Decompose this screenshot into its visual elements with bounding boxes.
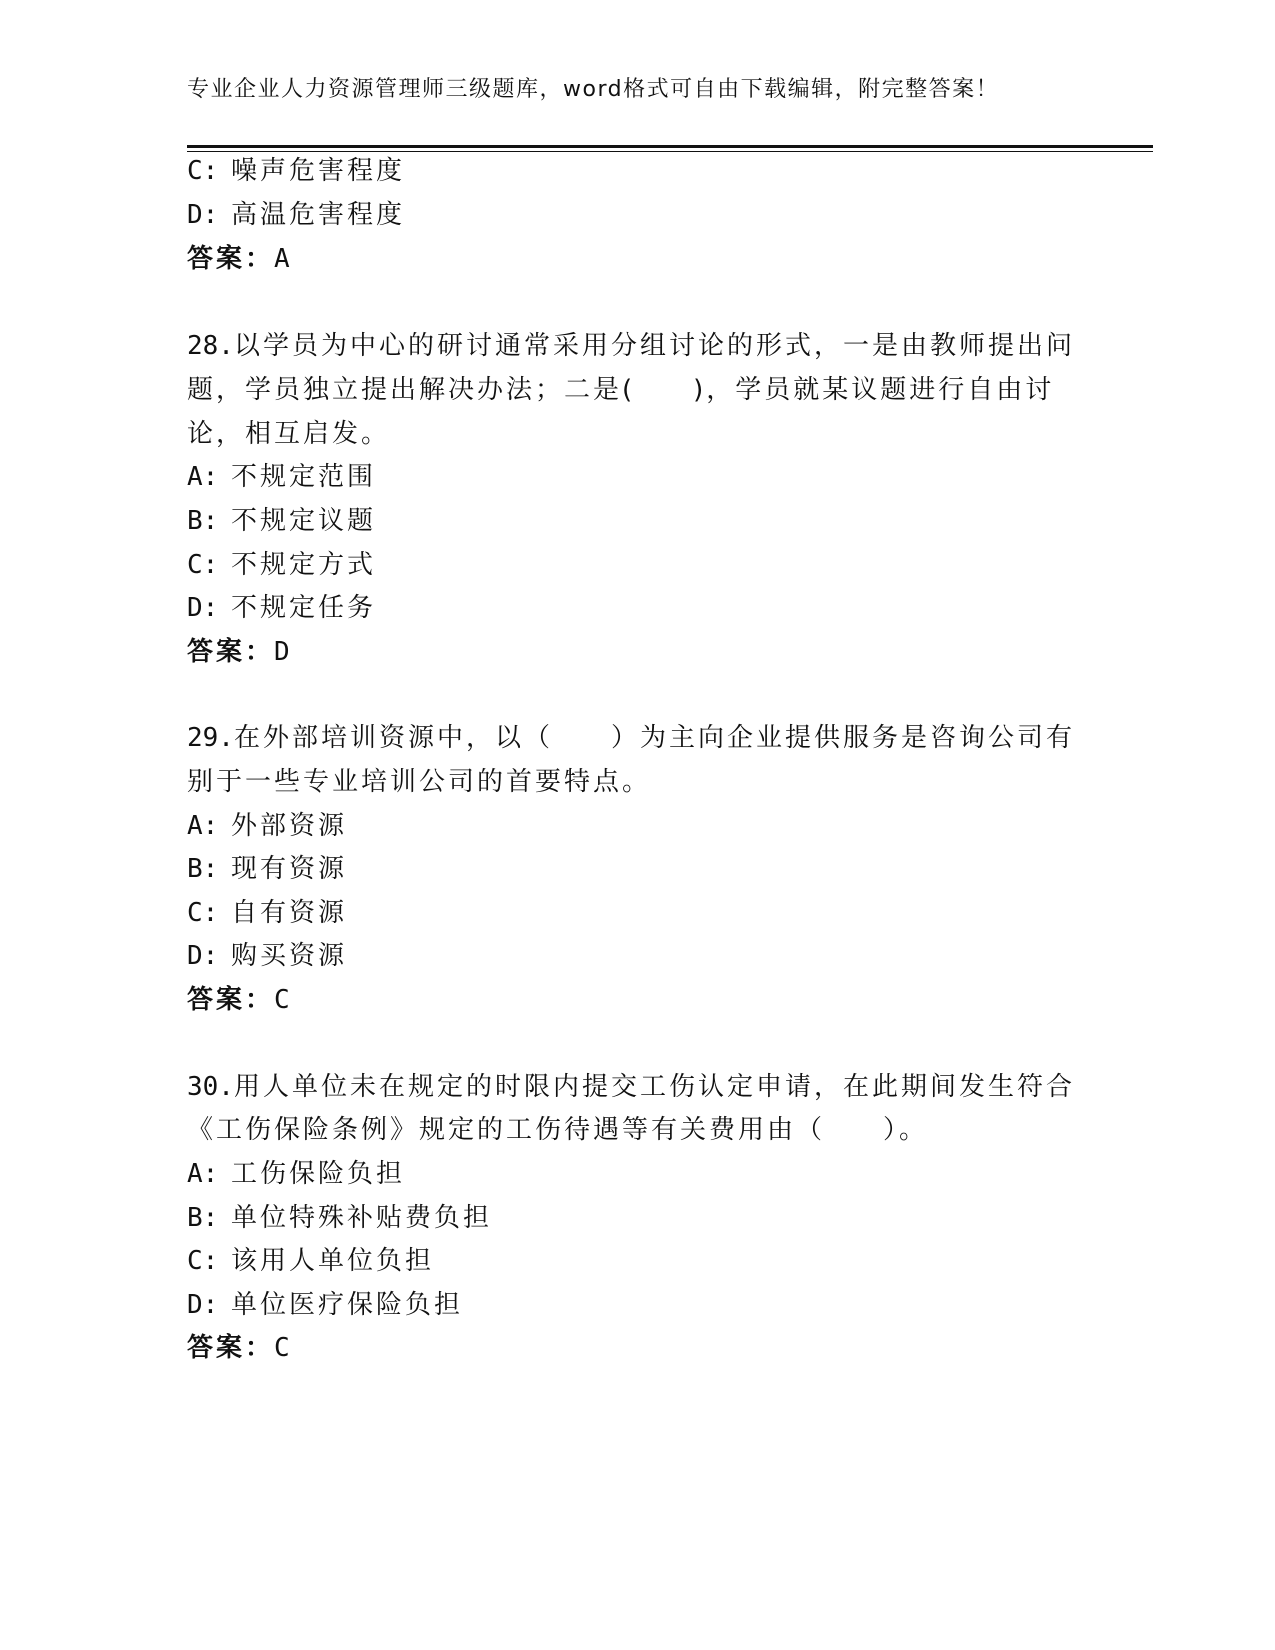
option-letter: B: xyxy=(187,506,219,536)
answer-value: A xyxy=(274,244,290,274)
option-a xyxy=(187,1158,405,1190)
question-number: 29. xyxy=(187,723,234,753)
option-letter: D: xyxy=(187,200,219,230)
option-text: 自有资源 xyxy=(231,898,348,928)
option-b xyxy=(187,505,376,537)
question-28-line-2: 题，学员独立提出解决办法；二是( )，学员就某议题进行自由讨 xyxy=(187,375,1055,405)
option-text: 不规定议题 xyxy=(231,506,377,536)
question-29-line-2: 别于一些专业培训公司的首要特点。 xyxy=(187,767,652,797)
question-28-line-3: 论，相互启发。 xyxy=(187,419,391,449)
answer-line xyxy=(187,243,290,275)
option-c xyxy=(187,155,405,187)
option-text: 外部资源 xyxy=(231,811,348,841)
answer-line xyxy=(187,636,290,668)
option-letter: B: xyxy=(187,854,219,884)
option-text: 购买资源 xyxy=(231,941,348,971)
question-30-line-1 xyxy=(187,1071,1075,1103)
header-rule-thin xyxy=(187,151,1153,152)
option-letter: A: xyxy=(187,811,219,841)
answer-label: 答案： xyxy=(187,244,275,274)
answer-value: C xyxy=(274,985,290,1015)
option-text: 高温危害程度 xyxy=(231,200,406,230)
option-c xyxy=(187,549,376,581)
option-letter: C: xyxy=(187,898,219,928)
answer-label: 答案： xyxy=(187,985,275,1015)
option-text: 单位医疗保险负担 xyxy=(231,1290,464,1320)
option-text: 不规定范围 xyxy=(231,462,377,492)
question-text: 在外部培训资源中，以（ ）为主向企业提供服务是咨询公司有 xyxy=(233,723,1075,753)
option-letter: A: xyxy=(187,1159,219,1189)
question-28-line-1 xyxy=(187,330,1075,362)
option-letter: C: xyxy=(187,156,219,186)
option-d xyxy=(187,1289,463,1321)
option-letter: B: xyxy=(187,1203,219,1233)
option-letter: C: xyxy=(187,550,219,580)
answer-label: 答案： xyxy=(187,637,275,667)
option-letter: D: xyxy=(187,941,219,971)
answer-line xyxy=(187,984,290,1016)
option-c xyxy=(187,897,347,929)
option-b xyxy=(187,1202,492,1234)
option-text: 噪声危害程度 xyxy=(231,156,406,186)
option-b xyxy=(187,853,347,885)
answer-label: 答案： xyxy=(187,1333,275,1363)
option-text: 不规定任务 xyxy=(231,593,377,623)
option-letter: D: xyxy=(187,1290,219,1320)
option-letter: A: xyxy=(187,462,219,492)
question-30-line-2: 《工伤保险条例》规定的工伤待遇等有关费用由（ ）。 xyxy=(187,1115,929,1145)
option-text: 现有资源 xyxy=(231,854,348,884)
option-c xyxy=(187,1245,434,1277)
option-a xyxy=(187,810,347,842)
option-letter: D: xyxy=(187,593,219,623)
question-number: 30. xyxy=(187,1072,234,1102)
option-text: 单位特殊补贴费负担 xyxy=(231,1203,493,1233)
option-a xyxy=(187,461,376,493)
answer-value: D xyxy=(274,637,290,667)
option-text: 工伤保险负担 xyxy=(231,1159,406,1189)
answer-value: C xyxy=(274,1333,290,1363)
question-29-line-1 xyxy=(187,722,1075,754)
option-text: 不规定方式 xyxy=(231,550,377,580)
option-text: 该用人单位负担 xyxy=(231,1246,435,1276)
question-text: 用人单位未在规定的时限内提交工伤认定申请，在此期间发生符合 xyxy=(233,1072,1075,1102)
option-letter: C: xyxy=(187,1246,219,1276)
question-text: 以学员为中心的研讨通常采用分组讨论的形式，一是由教师提出问 xyxy=(233,331,1075,361)
option-d xyxy=(187,199,405,231)
question-number: 28. xyxy=(187,331,234,361)
option-d xyxy=(187,940,347,972)
answer-line xyxy=(187,1332,290,1364)
page-header: 专业企业人力资源管理师三级题库，word格式可自由下载编辑，附完整答案！ xyxy=(187,77,1000,102)
option-d xyxy=(187,592,376,624)
header-rule-thick xyxy=(187,145,1153,148)
